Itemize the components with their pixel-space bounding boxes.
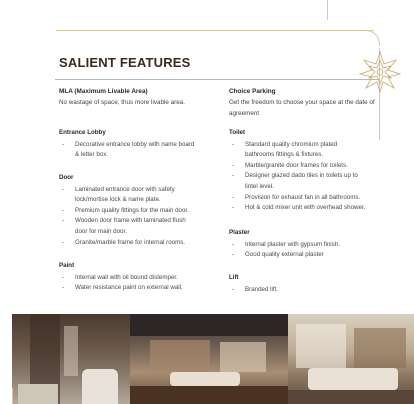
frame-corner bbox=[364, 30, 380, 46]
bathroom-photo bbox=[12, 314, 130, 404]
choice-parking-heading: Choice Parking bbox=[229, 88, 276, 95]
frame-line-top bbox=[327, 0, 328, 20]
frame-line-horizontal bbox=[56, 30, 374, 31]
choice-parking-block bbox=[229, 86, 389, 119]
bedroom-photo bbox=[288, 314, 414, 404]
list-item: door for main door. bbox=[75, 227, 127, 235]
choice-parking-text: Get the freedom to choose your space at the date of agreement bbox=[229, 99, 375, 117]
list-item: - Marble/granite door frames for toilets. bbox=[232, 161, 348, 169]
list-item: lock/mortise lock & name plate. bbox=[75, 196, 161, 204]
mla-text: No wastage of space, thus more livable area. bbox=[59, 99, 186, 106]
list-item: bathrooms fittings & fixtures. bbox=[245, 151, 324, 159]
list-item: - Premium quality fittings for the main door. bbox=[62, 206, 189, 214]
list-item: - Provision for exhaust fan in all bathrooms. bbox=[232, 193, 361, 201]
list-item: - Hot & cold mixer unit with overhead shower. bbox=[232, 204, 366, 212]
paint-heading: Paint bbox=[59, 262, 75, 269]
list-item: - Internal wall with oil bound distemper. bbox=[62, 273, 178, 281]
lift-heading: Lift bbox=[229, 274, 239, 281]
list-item: - Laminated entrance door with safety bbox=[62, 185, 175, 193]
list-item: - Designer glazed dado tiles in toilets up to bbox=[232, 172, 358, 180]
door-section bbox=[59, 173, 224, 248]
plaster-section bbox=[229, 228, 389, 261]
list-item: - Granite/marble frame for internal rooms. bbox=[62, 238, 186, 246]
living-room-photo bbox=[130, 314, 288, 404]
door-heading: Door bbox=[59, 174, 74, 181]
entrance-lobby-section bbox=[59, 128, 224, 161]
list-item: & letter box. bbox=[75, 151, 109, 159]
page-title: SALIENT FEATURES bbox=[59, 55, 191, 70]
toilet-section bbox=[229, 128, 389, 214]
lift-section bbox=[229, 273, 389, 295]
entrance-lobby-heading: Entrance Lobby bbox=[59, 129, 106, 136]
list-item: - Internal plaster with gypsum finish. bbox=[232, 240, 340, 248]
frame-line-bottom bbox=[12, 388, 13, 404]
list-item: - Branded lift. bbox=[232, 285, 279, 293]
plaster-heading: Plaster bbox=[229, 229, 250, 236]
list-item: - Standard quality chromium plated bbox=[232, 140, 338, 148]
paint-section bbox=[59, 261, 224, 294]
toilet-heading: Toilet bbox=[229, 129, 246, 136]
title-rule bbox=[55, 79, 379, 80]
list-item: - Decorative entrance lobby with name board bbox=[62, 140, 195, 148]
list-item: lintel level. bbox=[245, 182, 274, 190]
list-item: - Good quality external plaster bbox=[232, 251, 324, 259]
mla-heading: MLA (Maximum Livable Area) bbox=[59, 88, 148, 95]
list-item: - Wooden door frame with laminated flush bbox=[62, 217, 186, 225]
mla-block bbox=[59, 86, 185, 108]
list-item: - Water resistance paint on external wall. bbox=[62, 284, 183, 292]
interior-photo-strip bbox=[12, 314, 414, 404]
